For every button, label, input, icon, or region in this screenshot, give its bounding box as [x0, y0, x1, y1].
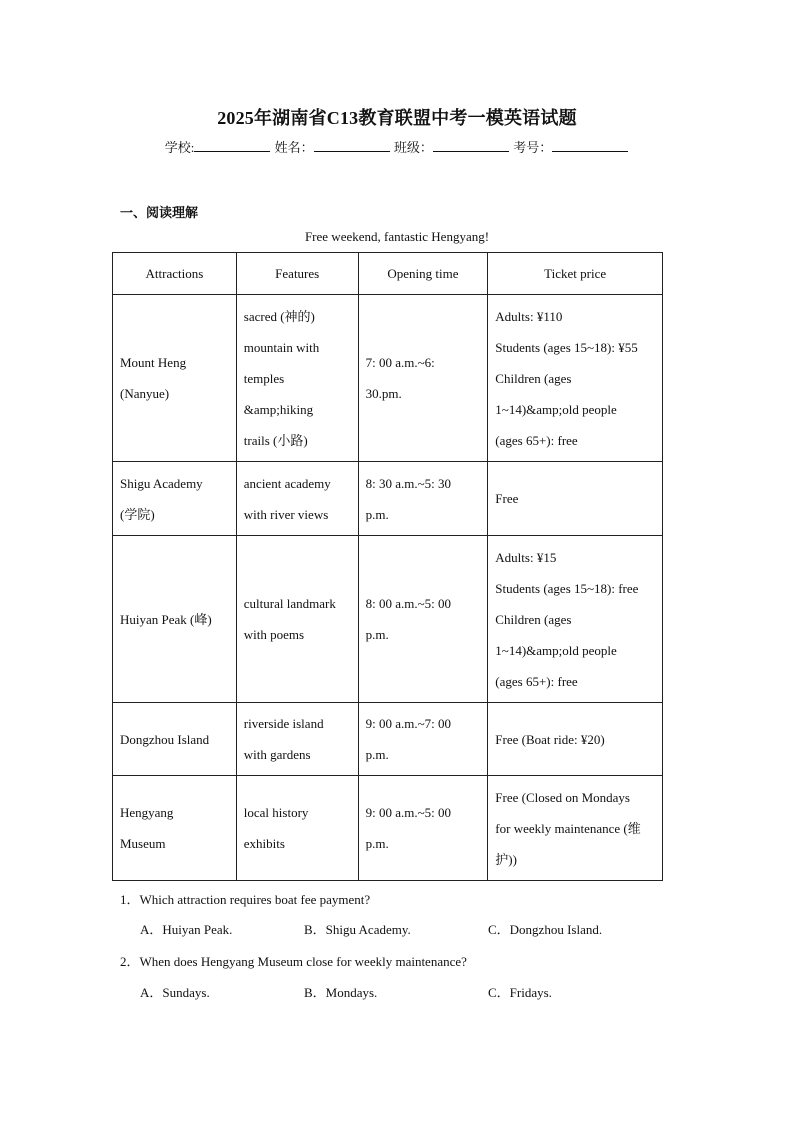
name-label: 姓名： — [274, 140, 314, 155]
features-cell: cultural landmark with poems — [236, 536, 358, 703]
option-b: B．Shigu Academy. — [304, 922, 411, 937]
column-header: Attractions — [113, 253, 237, 295]
opening-time-cell: 9: 00 a.m.~7: 00 p.m. — [358, 703, 488, 776]
table-row — [113, 462, 663, 536]
attraction-cell: Huiyan Peak (峰) — [113, 536, 237, 703]
option-a: A．Sundays. — [140, 985, 210, 1000]
table-header-row — [113, 253, 663, 295]
column-header: Features — [236, 253, 358, 295]
features-cell: sacred (神的) mountain with temples &amp;hiking trails (小路) — [236, 295, 358, 462]
name-blank — [314, 139, 390, 152]
option-b: B．Mondays. — [304, 985, 378, 1000]
column-header: Opening time — [358, 253, 488, 295]
attractions-table — [112, 252, 663, 881]
passage-caption: Free weekend, fantastic Hengyang! — [304, 229, 490, 244]
features-cell: local history exhibits — [236, 776, 358, 881]
exam-title: 2025年湖南省C13教育联盟中考一模英语试题 — [217, 108, 577, 128]
school-blank — [194, 139, 270, 152]
class-blank — [433, 139, 509, 152]
attraction-cell: Hengyang Museum — [113, 776, 237, 881]
ticket-price-cell: Adults: ¥15 Students (ages 15~18): free Children (ages 1~14)&amp;old people (ages 65+): free — [488, 536, 663, 703]
features-cell: riverside island with gardens — [236, 703, 358, 776]
question-1: 1．Which attraction requires boat fee payment? — [120, 892, 371, 907]
attraction-cell: Mount Heng (Nanyue) — [113, 295, 237, 462]
table-row — [113, 536, 663, 703]
ticket-price-cell: Free (Closed on Mondays for weekly maintenance (维 护)) — [488, 776, 663, 881]
option-c: C．Dongzhou Island. — [488, 922, 603, 937]
section-title: 一、阅读理解 — [120, 205, 199, 220]
option-a: A．Huiyan Peak. — [140, 922, 233, 937]
option-c: C．Fridays. — [488, 985, 552, 1000]
table-row — [113, 776, 663, 881]
opening-time-cell: 9: 00 a.m.~5: 00 p.m. — [358, 776, 488, 881]
attraction-cell: Dongzhou Island — [113, 703, 237, 776]
number-blank — [552, 139, 628, 152]
student-info-line — [0, 137, 794, 156]
school-label: 学校: — [164, 140, 195, 155]
opening-time-cell: 7: 00 a.m.~6: 30.pm. — [358, 295, 488, 462]
attraction-cell: Shigu Academy (学院) — [113, 462, 237, 536]
column-header: Ticket price — [488, 253, 663, 295]
opening-time-cell: 8: 00 a.m.~5: 00 p.m. — [358, 536, 488, 703]
ticket-price-cell: Adults: ¥110 Students (ages 15~18): ¥55 Children (ages 1~14)&amp;old people (ages 65+): free — [488, 295, 663, 462]
question-2: 2．When does Hengyang Museum close for weekly maintenance? — [120, 954, 467, 969]
number-label: 考号： — [513, 140, 553, 155]
table-row — [113, 295, 663, 462]
class-label: 班级： — [393, 140, 433, 155]
ticket-price-cell: Free (Boat ride: ¥20) — [488, 703, 663, 776]
features-cell: ancient academy with river views — [236, 462, 358, 536]
table-row — [113, 703, 663, 776]
opening-time-cell: 8: 30 a.m.~5: 30 p.m. — [358, 462, 488, 536]
ticket-price-cell: Free — [488, 462, 663, 536]
